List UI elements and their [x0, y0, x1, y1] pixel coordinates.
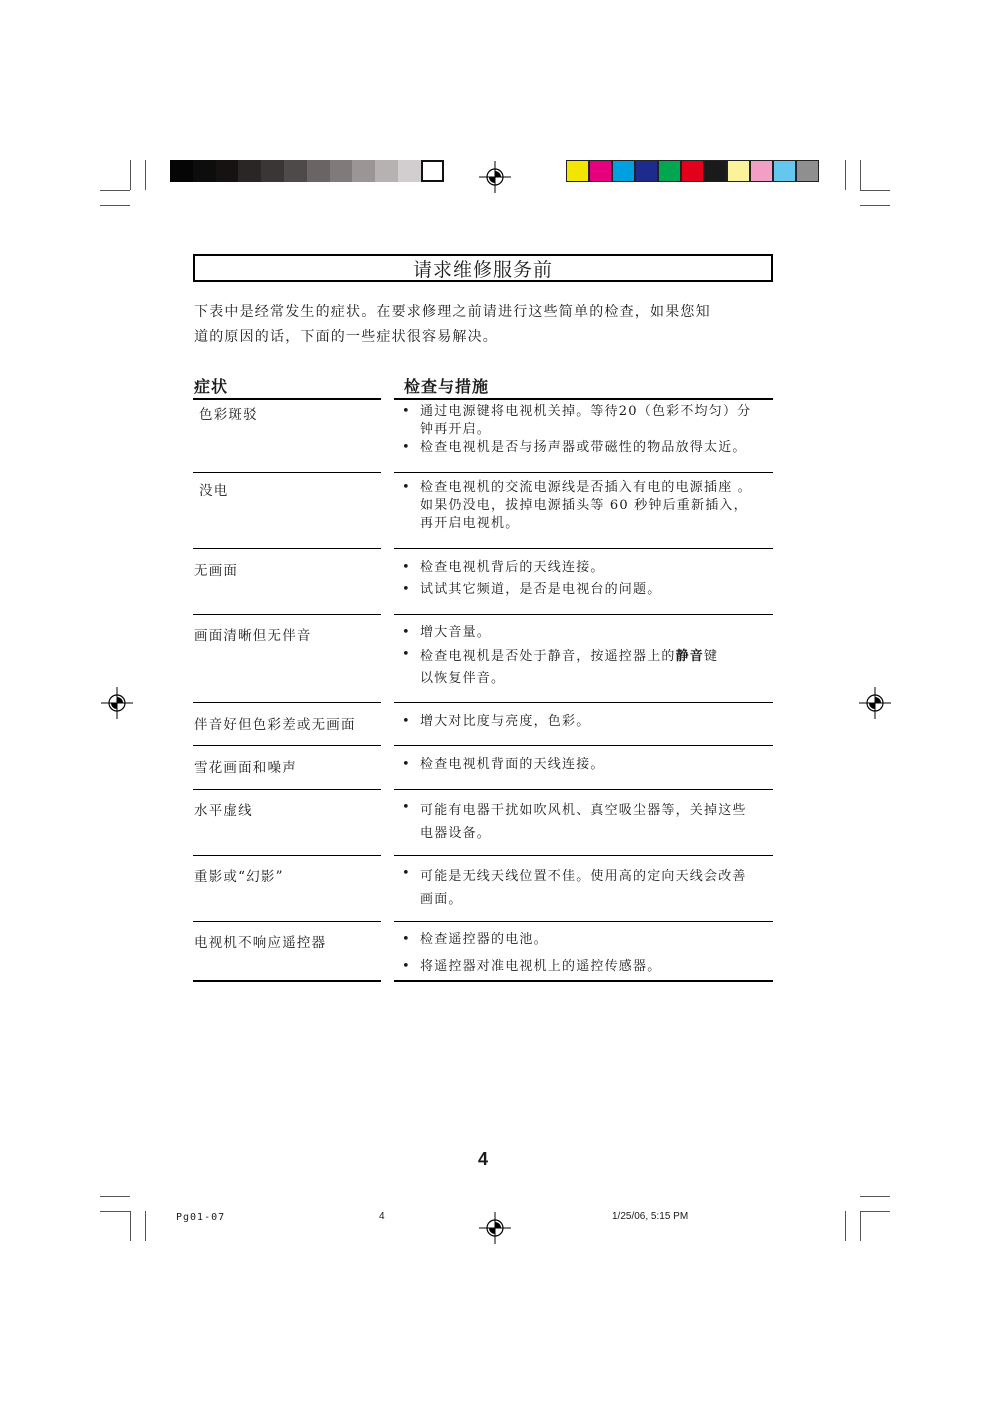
color-swatch: [566, 160, 589, 182]
page-title: 请求维修服务前: [193, 254, 773, 282]
color-swatch: [704, 160, 727, 182]
color-swatch: [727, 160, 750, 182]
registration-mark-icon: [479, 161, 511, 193]
action-line: 检查电视机背面的天线连接。: [420, 757, 605, 772]
bullet: •: [402, 480, 410, 495]
bullet: •: [402, 625, 410, 640]
gray-swatch: [170, 160, 193, 182]
action-item: [420, 865, 772, 911]
action-line: 可能是无线天线位置不佳。使用高的定向天线会改善: [420, 869, 747, 884]
symptom-cell: 画面清晰但无伴音: [194, 628, 312, 644]
registration-mark-icon: [479, 1212, 511, 1244]
action-column-header: 检查与措施: [404, 377, 490, 396]
color-swatch: [750, 160, 773, 182]
action-line: 钟再开启。: [420, 422, 492, 437]
gray-swatch: [421, 160, 444, 182]
color-swatch: [589, 160, 612, 182]
action-item: [420, 958, 772, 976]
row-rule: [193, 702, 381, 703]
row-rule: [193, 472, 381, 473]
registration-mark-icon: [859, 687, 891, 719]
bullet: •: [402, 714, 410, 729]
gray-swatch: [352, 160, 375, 182]
row-rule: [394, 472, 773, 473]
header-rule: [193, 398, 381, 400]
bullet: •: [402, 866, 410, 881]
bullet: •: [402, 959, 410, 974]
row-rule: [193, 980, 381, 982]
symptom-cell: 无画面: [194, 563, 239, 579]
symptom-cell: 没电: [199, 483, 229, 499]
action-line: 增大对比度与亮度，色彩。: [420, 714, 591, 729]
color-swatch: [635, 160, 658, 182]
footer-page: 4: [379, 1211, 385, 1222]
gray-swatch: [307, 160, 330, 182]
registration-mark-icon: [101, 687, 133, 719]
gray-swatch: [284, 160, 307, 182]
action-item: [420, 403, 772, 439]
symptom-cell: 色彩斑驳: [199, 407, 258, 423]
action-item: [420, 559, 772, 577]
symptom-cell: 水平虚线: [194, 803, 253, 819]
action-line: 通过电源键将电视机关掉。等待20（色彩不均匀）分: [420, 404, 752, 419]
footer-file-name: Pg01-07: [176, 1212, 226, 1223]
row-rule: [394, 548, 773, 549]
bullet: •: [402, 440, 410, 455]
row-rule: [193, 614, 381, 615]
action-line: 检查电视机的交流电源线是否插入有电的电源插座 。: [420, 480, 752, 495]
action-line: 将遥控器对准电视机上的遥控传感器。: [420, 959, 662, 974]
action-item: [420, 624, 772, 642]
action-line: 再开启电视机。: [420, 516, 520, 531]
action-line: 检查电视机是否处于静音，按遥控器上的静音键: [420, 649, 719, 664]
bullet: •: [402, 932, 410, 947]
action-item: [420, 646, 772, 690]
intro-line: 道的原因的话，下面的一些症状很容易解决。: [194, 329, 498, 345]
action-line: 检查遥控器的电池。: [420, 932, 548, 947]
action-item: [420, 479, 772, 533]
intro-line: 下表中是经常发生的症状。在要求修理之前请进行这些简单的检查，如果您知: [194, 304, 711, 320]
action-line: 电器设备。: [420, 826, 492, 841]
bullet: •: [402, 582, 410, 597]
symptom-cell: 雪花画面和噪声: [194, 760, 297, 776]
action-line: 增大音量。: [420, 625, 492, 640]
row-rule: [193, 548, 381, 549]
row-rule: [193, 745, 381, 746]
gray-swatch: [193, 160, 216, 182]
color-swatch: [612, 160, 635, 182]
row-rule: [193, 921, 381, 922]
gray-swatch: [398, 160, 421, 182]
row-rule: [193, 789, 381, 790]
action-line: 试试其它频道，是否是电视台的问题。: [420, 582, 662, 597]
symptom-column-header: 症状: [194, 377, 229, 396]
page-number: 4: [478, 1149, 489, 1169]
bullet: •: [402, 404, 410, 419]
action-item: [420, 756, 772, 774]
symptom-cell: 电视机不响应遥控器: [194, 935, 327, 951]
row-rule: [394, 745, 773, 746]
row-rule: [394, 789, 773, 790]
action-line: 检查电视机是否与扬声器或带磁性的物品放得太近。: [420, 440, 747, 455]
row-rule: [394, 921, 773, 922]
bullet: •: [402, 560, 410, 575]
gray-swatch: [261, 160, 284, 182]
symptom-cell: 伴音好但色彩差或无画面: [194, 717, 356, 733]
action-line: 可能有电器干扰如吹风机、真空吸尘器等，关掉这些: [420, 803, 747, 818]
gray-swatch: [375, 160, 398, 182]
gray-swatch: [216, 160, 239, 182]
color-swatch: [773, 160, 796, 182]
action-line: 画面。: [420, 892, 463, 907]
row-rule: [394, 855, 773, 856]
gray-swatch: [330, 160, 353, 182]
color-swatch: [796, 160, 819, 182]
action-line: 如果仍没电，拔掉电源插头等 60 秒钟后重新插入，: [420, 498, 748, 513]
action-line: 以恢复伴音。: [420, 671, 506, 686]
bullet: •: [402, 800, 410, 815]
action-item: [420, 439, 772, 457]
color-swatch: [681, 160, 704, 182]
row-rule: [394, 980, 773, 982]
action-line: 检查电视机背后的天线连接。: [420, 560, 605, 575]
footer-timestamp: 1/25/06, 5:15 PM: [612, 1211, 689, 1222]
action-item: [420, 799, 772, 845]
symptom-cell: 重影或“幻影”: [194, 869, 284, 885]
row-rule: [193, 855, 381, 856]
row-rule: [394, 702, 773, 703]
row-rule: [394, 614, 773, 615]
bullet: •: [402, 757, 410, 772]
gray-swatch: [238, 160, 261, 182]
action-item: [420, 931, 772, 949]
color-swatch: [658, 160, 681, 182]
action-item: [420, 581, 772, 599]
header-rule: [394, 398, 773, 400]
mute-key-label: 静音: [675, 649, 705, 664]
action-item: [420, 713, 772, 731]
intro-paragraph: [194, 300, 774, 350]
bullet: •: [402, 647, 410, 662]
